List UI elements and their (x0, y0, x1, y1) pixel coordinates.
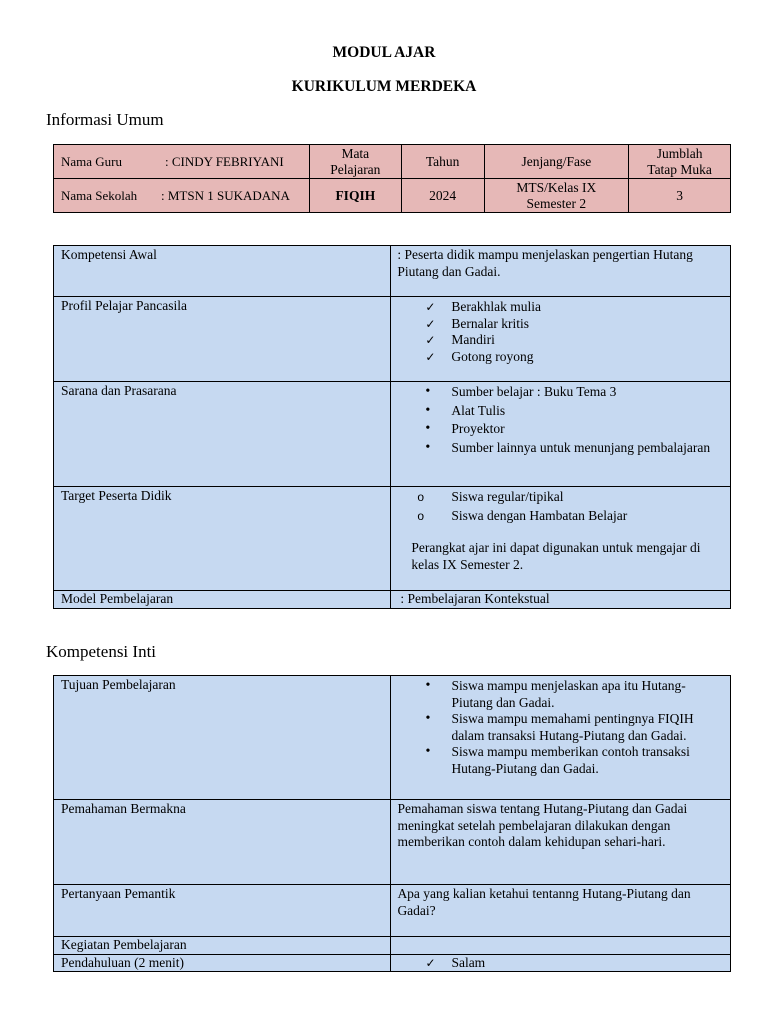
list-item (397, 316, 726, 333)
mapel-value: FIQIH (309, 179, 401, 213)
list-item-text: Sumber lainnya untuk menunjang pembalajaran (451, 439, 711, 455)
bullet-icon: • (425, 402, 431, 418)
kegiatan-value (391, 937, 731, 955)
jumlah-header-line1: Jumblah (656, 145, 703, 161)
bullet-icon: • (425, 384, 431, 399)
list-item-text: Siswa regular/tipikal (451, 489, 564, 504)
sekolah-value: : MTSN 1 SUKADANA (161, 187, 290, 203)
tahun-value: 2024 (401, 179, 484, 213)
info-table (53, 144, 731, 213)
kompetensi-awal-table (53, 245, 731, 609)
document-subtitle: KURIKULUM MERDEKA (291, 78, 477, 95)
tujuan-list (397, 678, 726, 777)
mapel-header-line1: Mata (341, 145, 370, 161)
list-item (397, 403, 726, 420)
list-item (397, 955, 726, 972)
pemahaman-label: Pemahaman Bermakna (54, 800, 391, 885)
list-item-text: Sumber belajar : Buku Tema 3 (451, 384, 617, 399)
list-item-text: Siswa mampu memahami pentingnya FIQIH dalam transaksi Hutang-Piutang dan Gadai. (451, 711, 694, 743)
pendahuluan-cell (391, 954, 731, 972)
tahun-header: Tahun (401, 145, 484, 179)
target-cell (391, 487, 731, 591)
sarana-list (397, 384, 726, 456)
list-item (397, 744, 726, 777)
tujuan-cell (391, 676, 731, 800)
list-item-text: Siswa dengan Hambatan Belajar (451, 507, 628, 523)
list-item (397, 299, 726, 316)
list-item (397, 678, 726, 711)
check-icon: ✓ (425, 316, 436, 331)
list-item-text: Alat Tulis (451, 402, 506, 418)
mapel-header-line2: Pelajaran (330, 161, 381, 177)
list-item (397, 384, 726, 401)
list-item-text: Siswa mampu menjelaskan apa itu Hutang-Piutang dan Gadai. (451, 678, 686, 710)
kegiatan-label: Kegiatan Pembelajaran (54, 937, 391, 955)
pendahuluan-list (397, 955, 726, 972)
kompetensi-awal-label: Kompetensi Awal (54, 246, 391, 297)
guru-label: Nama Guru (61, 153, 123, 169)
sarana-label: Sarana dan Prasarana (54, 382, 391, 487)
kompetensi-awal-value: : Peserta didik mampu menjelaskan pengertian Hutang Piutang dan Gadai. (391, 246, 731, 297)
jenjang-value-line1: MTS/Kelas IX (516, 179, 597, 195)
guru-value: : CINDY FEBRIYANI (165, 153, 284, 169)
mapel-header (309, 145, 401, 179)
pertanyaan-label: Pertanyaan Pemantik (54, 885, 391, 937)
list-item (397, 508, 726, 525)
kompetensi-inti-table (53, 675, 731, 972)
target-note: Perangkat ajar ini dapat digunakan untuk mengajar di kelas IX Semester 2. (411, 540, 701, 572)
list-item-text: Berakhlak mulia (451, 299, 542, 314)
pendahuluan-label: Pendahuluan (2 menit) (54, 954, 391, 972)
check-icon: ✓ (425, 955, 436, 970)
sekolah-cell (54, 179, 310, 213)
jenjang-value-line2: Semester 2 (526, 195, 587, 211)
circle-bullet-icon: o (417, 490, 425, 504)
pemahaman-value: Pemahaman siswa tentang Hutang-Piutang dan Gadai meningkat setelah pembelajaran dilakukan dengan memberikan contoh dalam kehidupan sehari-hari. (391, 800, 731, 885)
profil-list (397, 299, 726, 365)
bullet-icon: • (425, 678, 431, 693)
section-kompetensi-inti: Kompetensi Inti (46, 642, 157, 661)
jenjang-value (484, 179, 629, 213)
list-item-text: Mandiri (451, 332, 495, 347)
model-label: Model Pembelajaran (54, 591, 391, 609)
list-item-text: Gotong royong (451, 348, 534, 364)
list-item-text: Siswa mampu memberikan contoh transaksi Hutang-Piutang dan Gadai. (451, 744, 690, 776)
profil-label: Profil Pelajar Pancasila (54, 297, 391, 382)
check-icon: ✓ (425, 349, 436, 364)
tujuan-label: Tujuan Pembelajaran (54, 676, 391, 800)
bullet-icon: • (425, 744, 431, 759)
section-informasi-umum: Informasi Umum (46, 110, 164, 129)
list-item (397, 349, 726, 366)
jumlah-value: 3 (629, 179, 731, 213)
list-item (397, 332, 726, 349)
jumlah-header-line2: Tatap Muka (647, 161, 712, 177)
list-item (397, 421, 726, 438)
list-item-text: Proyektor (451, 421, 505, 436)
jenjang-header: Jenjang/Fase (484, 145, 629, 179)
list-item (397, 489, 726, 506)
profil-cell (391, 297, 731, 382)
target-list (397, 489, 726, 524)
list-item-text: Bernalar kritis (451, 315, 530, 331)
circle-bullet-icon: o (417, 508, 425, 523)
model-value: : Pembelajaran Kontekstual (391, 591, 731, 609)
sekolah-label: Nama Sekolah (61, 187, 138, 203)
list-item-text: Salam (451, 954, 486, 970)
bullet-icon: • (425, 711, 431, 726)
check-icon: ✓ (425, 333, 436, 347)
jumlah-header (629, 145, 731, 179)
sarana-cell (391, 382, 731, 487)
pertanyaan-value: Apa yang kalian ketahui tentanng Hutang-Piutang dan Gadai? (391, 885, 731, 937)
bullet-icon: • (425, 421, 431, 436)
list-item (397, 711, 726, 744)
document-title: MODUL AJAR (332, 44, 436, 61)
bullet-icon: • (425, 439, 431, 455)
guru-cell (54, 145, 310, 179)
check-icon: ✓ (425, 300, 436, 314)
list-item (397, 440, 726, 457)
target-label: Target Peserta Didik (54, 487, 391, 591)
